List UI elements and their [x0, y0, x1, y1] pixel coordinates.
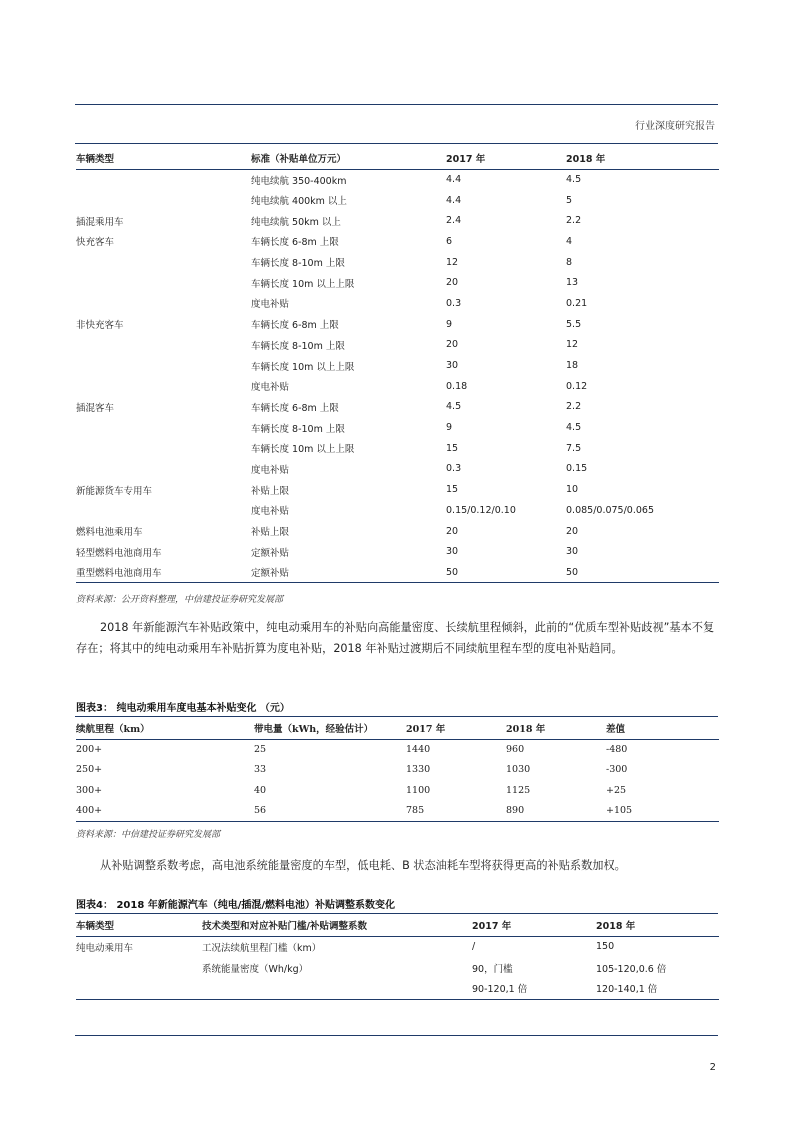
- table-cell: 150: [596, 941, 615, 953]
- table-cell: 300+: [76, 784, 103, 796]
- table-cell: [76, 500, 251, 521]
- table-cell: 30: [446, 546, 459, 558]
- table-cell: 9: [446, 318, 453, 330]
- column-header: 2018 年: [506, 718, 606, 739]
- table-cell: 度电补贴: [251, 382, 290, 394]
- table-cell: 车辆长度 10m 以上上限: [251, 361, 355, 373]
- table2-source: 资料来源：中信建投证券研究发展部: [76, 830, 221, 840]
- table-cell: 车辆长度 6-8m 上限: [251, 320, 339, 332]
- table-cell: 40: [254, 784, 267, 796]
- column-header: 带电量（kWh，经验估计）: [254, 718, 406, 739]
- table-cell: [76, 957, 202, 978]
- table-cell: 4.5: [566, 422, 582, 434]
- table-cell: 25: [254, 744, 267, 755]
- table-row: [76, 355, 719, 376]
- table-cell: 0.18: [446, 380, 468, 392]
- table-cell: 4.5: [566, 174, 582, 186]
- table-row: [76, 397, 719, 418]
- table-row: [76, 376, 719, 397]
- table-row: [76, 231, 719, 252]
- table-cell: 20: [446, 525, 459, 537]
- body-paragraph: 从补贴调整系数考虑，高电池系统能量密度的车型，低电耗、B 状态油耗车型将获得更高的补贴系数加权。: [100, 859, 626, 872]
- table-cell: 13: [566, 277, 579, 289]
- caption-rule: [75, 716, 718, 717]
- table-cell: 车辆长度 8-10m 上限: [251, 423, 345, 435]
- caption-rule: [75, 913, 718, 914]
- table-cell: 0.12: [566, 380, 588, 392]
- table-cell: 快充客车: [76, 237, 115, 249]
- table-cell: 18: [566, 360, 579, 372]
- table-cell: [202, 978, 472, 999]
- table-cell: 定额补贴: [251, 562, 446, 583]
- table-row: [76, 521, 719, 542]
- column-header: 2018 年: [596, 915, 719, 936]
- adjustment-coefficient-table: [76, 915, 719, 1000]
- table-cell: 120-140,1 倍: [596, 978, 719, 999]
- table-cell: 7.5: [566, 442, 582, 454]
- table-cell: 50: [566, 562, 719, 583]
- column-header: 车辆类型: [76, 147, 251, 169]
- table-cell: 度电补贴: [251, 299, 290, 311]
- table-cell: 20: [446, 277, 459, 289]
- table-cell: 8: [566, 256, 573, 268]
- table-cell: [76, 438, 251, 459]
- table-cell: 785: [406, 801, 506, 822]
- body-paragraph: 2018 年新能源汽车补贴政策中，纯电动乘用车的补贴向高能量密度、长续航里程倾斜，此前的“优质车型补贴歧视”基本不复存在；将其中的纯电动乘用车补贴折算为度电补贴，2018 年补贴过渡期后不同续航里程车型的度电补贴趋同。: [76, 621, 715, 655]
- table-cell: 4.5: [446, 401, 462, 413]
- table-row: [76, 541, 719, 562]
- table-row: [76, 417, 719, 438]
- table-row: [76, 479, 719, 500]
- table-cell: 重型燃料电池商用车: [76, 562, 251, 583]
- table-cell: 0.3: [446, 297, 462, 309]
- table-cell: 2.2: [566, 401, 582, 413]
- table-row: [76, 272, 719, 293]
- table-cell: 4: [566, 235, 573, 247]
- table-cell: 10: [566, 484, 579, 496]
- table-cell: [76, 272, 251, 293]
- table-cell: [76, 335, 251, 356]
- header-title: 行业深度研究报告: [635, 121, 715, 132]
- table-cell: 燃料电池乘用车: [76, 527, 143, 539]
- column-header: 2017 年: [446, 147, 566, 169]
- table-cell: +105: [606, 801, 719, 822]
- table-cell: 工况法续航里程门槛（km）: [202, 942, 322, 954]
- table-cell: 1125: [506, 784, 531, 796]
- table-cell: 0.15: [566, 463, 588, 475]
- table-cell: 960: [506, 744, 525, 755]
- table-cell: 车辆长度 10m 以上上限: [251, 278, 355, 290]
- table-cell: [76, 190, 251, 211]
- table-cell: [76, 293, 251, 314]
- column-header: 2017 年: [406, 718, 506, 739]
- table-cell: 系统能量密度（Wh/kg）: [202, 963, 309, 975]
- header-rule: [75, 104, 718, 105]
- table-cell: 1440: [406, 744, 431, 755]
- table-cell: 纯电续航 350-400km: [251, 175, 347, 187]
- table-cell: [76, 252, 251, 273]
- table-cell: 90，门槛: [472, 963, 513, 975]
- table-row: [76, 957, 719, 978]
- table-cell: 1100: [406, 784, 431, 796]
- column-header: 2017 年: [472, 915, 596, 936]
- column-header: 2018 年: [566, 147, 719, 169]
- table-cell: [76, 459, 251, 480]
- table-cell: [76, 417, 251, 438]
- table-cell: 200+: [76, 744, 103, 755]
- table-cell: 0.15/0.12/0.10: [446, 504, 516, 516]
- table-cell: 5.5: [566, 318, 582, 330]
- table-cell: 1030: [506, 764, 531, 776]
- table-cell: -300: [606, 764, 628, 776]
- table-cell: 车辆长度 8-10m 上限: [251, 258, 345, 270]
- table-cell: 0.085/0.075/0.065: [566, 504, 654, 516]
- subsidy-standard-table: [76, 147, 719, 583]
- table-cell: 30: [446, 360, 459, 372]
- table-cell: 56: [254, 801, 406, 822]
- table-cell: /: [472, 941, 476, 953]
- header-rule-bottom: [75, 143, 718, 144]
- table-cell: 度电补贴: [251, 506, 290, 518]
- table-cell: 纯电动乘用车: [76, 942, 134, 954]
- table-row: [76, 760, 719, 781]
- table-cell: 15: [446, 442, 459, 454]
- column-header: 差值: [606, 718, 719, 739]
- table-cell: 1330: [406, 764, 431, 776]
- table-cell: 15: [446, 484, 459, 496]
- table-cell: 400+: [76, 801, 254, 822]
- table-row: [76, 252, 719, 273]
- table-cell: 105-120,0.6 倍: [596, 963, 667, 975]
- table-cell: 4.4: [446, 174, 462, 186]
- figure-caption: 图表4： 2018 年新能源汽车（纯电/插混/燃料电池）补贴调整系数变化: [76, 900, 396, 911]
- table-cell: 车辆长度 6-8m 上限: [251, 237, 339, 249]
- per-kwh-subsidy-table: [76, 718, 719, 822]
- table-cell: 5: [566, 194, 573, 206]
- figure-caption: 图表3： 纯电动乘用车度电基本补贴变化 （元）: [76, 703, 290, 714]
- table-row: [76, 500, 719, 521]
- table-row: [76, 562, 719, 583]
- table-cell: -480: [606, 744, 628, 755]
- table-row: [76, 438, 719, 459]
- table-cell: 轻型燃料电池商用车: [76, 547, 162, 559]
- table-cell: [76, 978, 202, 999]
- table-cell: 车辆长度 6-8m 上限: [251, 402, 339, 414]
- column-header: 续航里程（km）: [76, 718, 254, 739]
- table-cell: 0.21: [566, 297, 588, 309]
- table-cell: 插混客车: [76, 402, 115, 414]
- table-cell: 补贴上限: [251, 485, 290, 497]
- table-cell: 9: [446, 422, 453, 434]
- table-cell: 纯电续航 400km 以上: [251, 196, 347, 208]
- table-cell: 2.2: [566, 215, 582, 227]
- table-row: [76, 169, 719, 190]
- table-cell: 度电补贴: [251, 464, 290, 476]
- table-row: [76, 739, 719, 760]
- table-cell: 12: [566, 339, 579, 351]
- table-cell: 0.3: [446, 463, 462, 475]
- table-cell: [76, 376, 251, 397]
- table-cell: 新能源货车专用车: [76, 485, 153, 497]
- table-row: [76, 801, 719, 822]
- table-cell: 250+: [76, 764, 103, 776]
- table-cell: 890: [506, 801, 606, 822]
- table-row: [76, 210, 719, 231]
- table-cell: 90-120,1 倍: [472, 978, 596, 999]
- table-cell: 4.4: [446, 194, 462, 206]
- table-row: [76, 978, 719, 999]
- table-cell: 非快充客车: [76, 320, 124, 332]
- table-cell: 33: [254, 764, 267, 776]
- table-cell: 补贴上限: [251, 527, 290, 539]
- table-row: [76, 936, 719, 957]
- table-row: [76, 780, 719, 801]
- table-cell: 定额补贴: [251, 547, 290, 559]
- table-cell: 20: [446, 339, 459, 351]
- footer-rule: [75, 1035, 718, 1036]
- table-cell: 2.4: [446, 215, 462, 227]
- table-cell: 12: [446, 256, 459, 268]
- table-row: [76, 314, 719, 335]
- table-cell: 6: [446, 235, 453, 247]
- table1-source: 资料来源：公开资料整理，中信建投证券研究发展部: [76, 595, 284, 605]
- page-number: 2: [709, 1062, 716, 1073]
- table-cell: 插混乘用车: [76, 216, 124, 228]
- table-cell: 车辆长度 10m 以上上限: [251, 444, 355, 456]
- table-row: [76, 459, 719, 480]
- table-cell: 车辆长度 8-10m 上限: [251, 340, 345, 352]
- table-cell: 纯电续航 50km 以上: [251, 216, 341, 228]
- column-header: 标准（补贴单位万元）: [251, 147, 446, 169]
- column-header: 技术类型和对应补贴门槛/补贴调整系数: [202, 915, 472, 936]
- table-cell: +25: [606, 784, 627, 796]
- table-row: [76, 293, 719, 314]
- table-cell: 30: [566, 546, 579, 558]
- table-cell: [76, 169, 251, 190]
- table-row: [76, 335, 719, 356]
- table-cell: [76, 355, 251, 376]
- table-cell: 20: [566, 525, 579, 537]
- column-header: 车辆类型: [76, 915, 202, 936]
- table-row: [76, 190, 719, 211]
- table-cell: 50: [446, 562, 566, 583]
